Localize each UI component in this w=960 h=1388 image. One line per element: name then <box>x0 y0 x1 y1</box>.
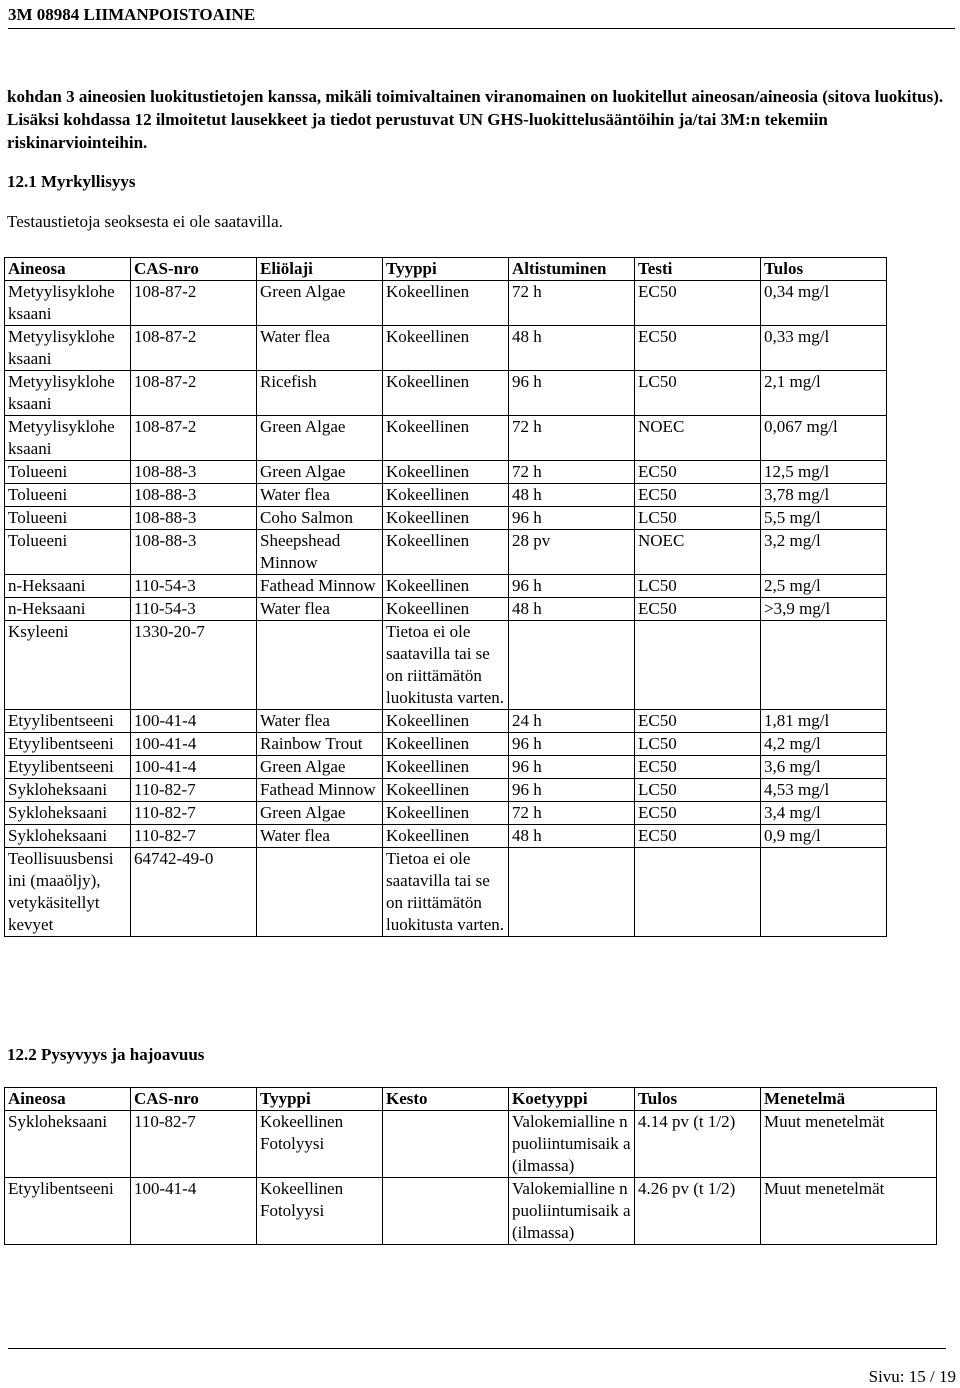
table-cell: Etyylibentseeni <box>5 710 131 733</box>
table-cell: 100-41-4 <box>131 710 257 733</box>
table-cell: Water flea <box>257 598 383 621</box>
table-cell: Teollisuusbensi ini (maaöljy), vetykäsitellyt kevyet <box>5 848 131 937</box>
table-cell: Fathead Minnow <box>257 779 383 802</box>
section-title-toxicity: 12.1 Myrkyllisyys <box>7 172 136 191</box>
table-cell: 0,34 mg/l <box>761 281 887 326</box>
table-cell: 108-87-2 <box>131 371 257 416</box>
table-cell <box>383 1178 509 1245</box>
table-cell: Kokeellinen <box>383 779 509 802</box>
table-cell <box>509 848 635 937</box>
table-cell: n-Heksaani <box>5 575 131 598</box>
table-cell: Metyylisyklohe ksaani <box>5 326 131 371</box>
table-row <box>5 802 887 825</box>
table-cell: 3,6 mg/l <box>761 756 887 779</box>
toxicity-table <box>4 257 887 937</box>
table-cell: Kokeellinen <box>383 530 509 575</box>
table-cell: Kokeellinen <box>383 825 509 848</box>
table-cell <box>509 621 635 710</box>
table-cell: Kokeellinen Fotolyysi <box>257 1111 383 1178</box>
table-cell: 96 h <box>509 507 635 530</box>
table-cell: EC50 <box>635 825 761 848</box>
table-cell: 72 h <box>509 802 635 825</box>
column-header: Tyyppi <box>383 258 509 281</box>
table-cell: Tolueeni <box>5 484 131 507</box>
table-cell: Kokeellinen <box>383 507 509 530</box>
table-cell: 110-82-7 <box>131 825 257 848</box>
table-cell: 96 h <box>509 575 635 598</box>
table-cell: 110-82-7 <box>131 802 257 825</box>
table-row <box>5 621 887 710</box>
table-cell: 96 h <box>509 779 635 802</box>
table-cell: Coho Salmon <box>257 507 383 530</box>
column-header: Testi <box>635 258 761 281</box>
table-cell: 3,78 mg/l <box>761 484 887 507</box>
table-row <box>5 848 887 937</box>
table-row <box>5 507 887 530</box>
table-cell: 3,2 mg/l <box>761 530 887 575</box>
table-cell: LC50 <box>635 507 761 530</box>
table-cell: 24 h <box>509 710 635 733</box>
table-cell: Green Algae <box>257 416 383 461</box>
table-cell: Etyylibentseeni <box>5 1178 131 1245</box>
table-cell: Kokeellinen <box>383 756 509 779</box>
table-row <box>5 530 887 575</box>
table-cell: Kokeellinen <box>383 733 509 756</box>
table-cell: Tietoa ei ole saatavilla tai se on riittämätön luokitusta varten. <box>383 621 509 710</box>
table-cell: Sykloheksaani <box>5 779 131 802</box>
table-cell: 48 h <box>509 825 635 848</box>
table-row <box>5 733 887 756</box>
table-cell: Kokeellinen <box>383 281 509 326</box>
table-cell: Rainbow Trout <box>257 733 383 756</box>
table-cell: 48 h <box>509 326 635 371</box>
table-cell: 110-82-7 <box>131 1111 257 1178</box>
column-header: Aineosa <box>5 1088 131 1111</box>
table-cell: Metyylisyklohe ksaani <box>5 281 131 326</box>
table-cell: 96 h <box>509 371 635 416</box>
table-cell: EC50 <box>635 461 761 484</box>
table-cell: 0,9 mg/l <box>761 825 887 848</box>
table-cell: Water flea <box>257 484 383 507</box>
table-cell: 108-87-2 <box>131 281 257 326</box>
table-cell: Fathead Minnow <box>257 575 383 598</box>
table-cell: 4.26 pv (t 1/2) <box>635 1178 761 1245</box>
table-cell: 96 h <box>509 756 635 779</box>
table-cell <box>761 848 887 937</box>
column-header: CAS-nro <box>131 258 257 281</box>
table-cell: EC50 <box>635 598 761 621</box>
section-title-persistence: 12.2 Pysyvyys ja hajoavuus <box>7 1045 205 1064</box>
table-cell: EC50 <box>635 756 761 779</box>
table-cell: 108-87-2 <box>131 326 257 371</box>
column-header: Aineosa <box>5 258 131 281</box>
table-cell: Kokeellinen <box>383 484 509 507</box>
table-cell: Green Algae <box>257 281 383 326</box>
table-cell: Green Algae <box>257 802 383 825</box>
column-header: Tulos <box>761 258 887 281</box>
document-title: 3M 08984 LIIMANPOISTOAINE <box>8 2 955 29</box>
table-cell: Tolueeni <box>5 530 131 575</box>
column-header: Menetelmä <box>761 1088 937 1111</box>
table-cell: Etyylibentseeni <box>5 756 131 779</box>
table-cell: LC50 <box>635 371 761 416</box>
table-cell: >3,9 mg/l <box>761 598 887 621</box>
table-cell: 0,067 mg/l <box>761 416 887 461</box>
table-cell: Green Algae <box>257 461 383 484</box>
table-row <box>5 484 887 507</box>
table-cell: 108-88-3 <box>131 530 257 575</box>
table-header-row <box>5 258 887 281</box>
table-body <box>5 1111 937 1245</box>
table-header-row <box>5 1088 937 1111</box>
table-cell: Kokeellinen <box>383 416 509 461</box>
column-header: Tyyppi <box>257 1088 383 1111</box>
table-cell: Valokemialline n puoliintumisaik a (ilmassa) <box>509 1178 635 1245</box>
table-cell: NOEC <box>635 530 761 575</box>
table-cell: Metyylisyklohe ksaani <box>5 416 131 461</box>
table-cell: 4,53 mg/l <box>761 779 887 802</box>
table-cell: 100-41-4 <box>131 733 257 756</box>
table-cell: Kokeellinen <box>383 598 509 621</box>
table-cell: Sheepshead Minnow <box>257 530 383 575</box>
table-cell: EC50 <box>635 484 761 507</box>
table-cell: 100-41-4 <box>131 756 257 779</box>
table-cell: Metyylisyklohe ksaani <box>5 371 131 416</box>
column-header: Altistuminen <box>509 258 635 281</box>
intro-paragraph: kohdan 3 aineosien luokitustietojen kanssa, mikäli toimivaltainen viranomainen on luokitellut aineosan/aineosia (sitova luokitus). Lisäksi kohdassa 12 ilmoitetut lausekkeet ja tiedot perustuvat UN GHS-luokittelusääntöihin ja/tai 3M:n tekemiin riskinarviointeihin. <box>7 87 944 152</box>
table-cell: 4.14 pv (t 1/2) <box>635 1111 761 1178</box>
table-cell: 3,4 mg/l <box>761 802 887 825</box>
table-cell: 108-88-3 <box>131 507 257 530</box>
table-cell: EC50 <box>635 802 761 825</box>
table-cell: Water flea <box>257 710 383 733</box>
footer-divider <box>8 1348 946 1349</box>
table-cell: Water flea <box>257 326 383 371</box>
table-cell: Sykloheksaani <box>5 802 131 825</box>
table-cell <box>257 848 383 937</box>
table-cell: 72 h <box>509 416 635 461</box>
table-cell: 72 h <box>509 461 635 484</box>
table-cell: Kokeellinen <box>383 326 509 371</box>
table-row <box>5 710 887 733</box>
table-body <box>5 281 887 937</box>
table-row <box>5 461 887 484</box>
table-cell: Ksyleeni <box>5 621 131 710</box>
table-cell <box>635 621 761 710</box>
table-cell: Muut menetelmät <box>761 1111 937 1178</box>
table-cell <box>257 621 383 710</box>
table-cell <box>635 848 761 937</box>
column-header: Eliölaji <box>257 258 383 281</box>
table-cell: EC50 <box>635 710 761 733</box>
table-row <box>5 1178 937 1245</box>
table-row <box>5 825 887 848</box>
table-cell: Tolueeni <box>5 507 131 530</box>
table-row <box>5 416 887 461</box>
table-cell: 96 h <box>509 733 635 756</box>
table-cell: 64742-49-0 <box>131 848 257 937</box>
table-cell: 2,1 mg/l <box>761 371 887 416</box>
column-header: Koetyyppi <box>509 1088 635 1111</box>
table-cell: n-Heksaani <box>5 598 131 621</box>
page-number: Sivu: 15 / 19 <box>868 1367 956 1386</box>
table-cell: Kokeellinen <box>383 461 509 484</box>
table-cell: Sykloheksaani <box>5 825 131 848</box>
table-cell: 48 h <box>509 598 635 621</box>
table-cell: 110-82-7 <box>131 779 257 802</box>
table-cell: Kokeellinen <box>383 802 509 825</box>
table-cell: Kokeellinen <box>383 575 509 598</box>
table-cell: 108-88-3 <box>131 484 257 507</box>
persistence-table <box>4 1087 937 1245</box>
table-cell: 100-41-4 <box>131 1178 257 1245</box>
table-cell: Valokemialline n puoliintumisaik a (ilmassa) <box>509 1111 635 1178</box>
table-cell: 1330-20-7 <box>131 621 257 710</box>
table-row <box>5 326 887 371</box>
toxicity-note: Testaustietoja seoksesta ei ole saatavilla. <box>7 212 283 231</box>
table-cell: EC50 <box>635 326 761 371</box>
table-cell: NOEC <box>635 416 761 461</box>
table-cell <box>383 1111 509 1178</box>
table-cell: LC50 <box>635 575 761 598</box>
table-cell: Water flea <box>257 825 383 848</box>
column-header: Kesto <box>383 1088 509 1111</box>
table-cell: EC50 <box>635 281 761 326</box>
table-cell: 0,33 mg/l <box>761 326 887 371</box>
table-cell: 110-54-3 <box>131 598 257 621</box>
table-cell: 2,5 mg/l <box>761 575 887 598</box>
table-cell: Kokeellinen <box>383 710 509 733</box>
table-cell: Green Algae <box>257 756 383 779</box>
table-cell: Etyylibentseeni <box>5 733 131 756</box>
table-cell: Sykloheksaani <box>5 1111 131 1178</box>
table-cell: Tietoa ei ole saatavilla tai se on riittämätön luokitusta varten. <box>383 848 509 937</box>
table-cell: 108-87-2 <box>131 416 257 461</box>
table-cell: 5,5 mg/l <box>761 507 887 530</box>
column-header: CAS-nro <box>131 1088 257 1111</box>
table-cell: LC50 <box>635 733 761 756</box>
table-cell: 1,81 mg/l <box>761 710 887 733</box>
column-header: Tulos <box>635 1088 761 1111</box>
table-cell <box>761 621 887 710</box>
table-cell: Tolueeni <box>5 461 131 484</box>
table-row <box>5 371 887 416</box>
table-row <box>5 779 887 802</box>
table-row <box>5 1111 937 1178</box>
table-row <box>5 575 887 598</box>
table-cell: 28 pv <box>509 530 635 575</box>
table-cell: 110-54-3 <box>131 575 257 598</box>
table-cell: 12,5 mg/l <box>761 461 887 484</box>
table-cell: 72 h <box>509 281 635 326</box>
table-cell: Ricefish <box>257 371 383 416</box>
table-cell: LC50 <box>635 779 761 802</box>
table-row <box>5 756 887 779</box>
table-cell: Muut menetelmät <box>761 1178 937 1245</box>
table-cell: Kokeellinen Fotolyysi <box>257 1178 383 1245</box>
table-cell: 108-88-3 <box>131 461 257 484</box>
table-row <box>5 598 887 621</box>
table-row <box>5 281 887 326</box>
table-cell: 48 h <box>509 484 635 507</box>
table-cell: 4,2 mg/l <box>761 733 887 756</box>
table-cell: Kokeellinen <box>383 371 509 416</box>
